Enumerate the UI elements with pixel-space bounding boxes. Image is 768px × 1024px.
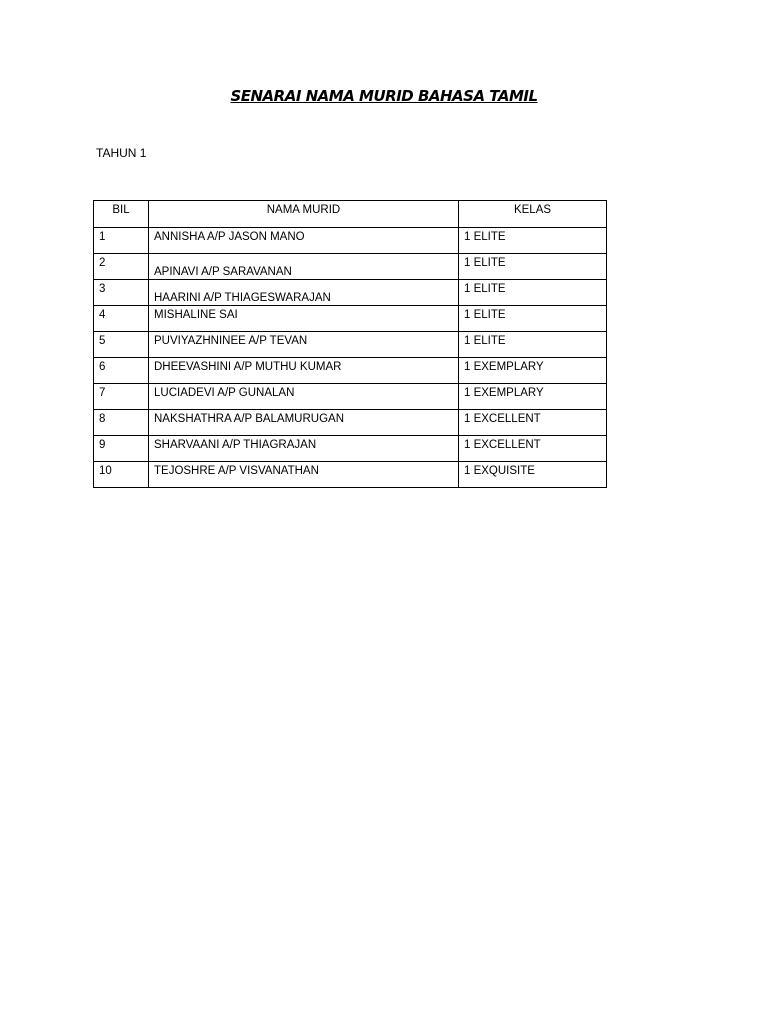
table-row [94, 462, 607, 488]
row-name: APINAVI A/P SARAVANAN [149, 254, 459, 280]
row-name: NAKSHATHRA A/P BALAMURUGAN [149, 410, 459, 436]
row-bil: 9 [94, 436, 149, 462]
table-row [94, 410, 607, 436]
header-bil: BIL [94, 201, 149, 228]
table-header-row [94, 201, 607, 228]
student-table [93, 200, 607, 488]
row-bil: 10 [94, 462, 149, 488]
row-name: MISHALINE SAI [149, 306, 459, 332]
row-kelas: 1 ELITE [459, 254, 607, 280]
page-title: SENARAI NAMA MURID BAHASA TAMIL [230, 87, 538, 105]
row-name: DHEEVASHINI A/P MUTHU KUMAR [149, 358, 459, 384]
table-row [94, 358, 607, 384]
row-name: SHARVAANI A/P THIAGRAJAN [149, 436, 459, 462]
row-kelas: 1 EXQUISITE [459, 462, 607, 488]
row-name: LUCIADEVI A/P GUNALAN [149, 384, 459, 410]
table-row [94, 384, 607, 410]
table-row [94, 254, 607, 280]
row-name: TEJOSHRE A/P VISVANATHAN [149, 462, 459, 488]
table-row [94, 332, 607, 358]
row-bil: 3 [94, 280, 149, 306]
header-name: NAMA MURID [149, 201, 459, 228]
row-name: PUVIYAZHNINEE A/P TEVAN [149, 332, 459, 358]
row-bil: 5 [94, 332, 149, 358]
row-kelas: 1 EXEMPLARY [459, 384, 607, 410]
row-kelas: 1 ELITE [459, 280, 607, 306]
table-row [94, 436, 607, 462]
row-name: ANNISHA A/P JASON MANO [149, 228, 459, 254]
header-kelas: KELAS [459, 201, 607, 228]
row-kelas: 1 ELITE [459, 228, 607, 254]
row-kelas: 1 EXCELLENT [459, 410, 607, 436]
row-kelas: 1 ELITE [459, 332, 607, 358]
table-row [94, 280, 607, 306]
table-row [94, 306, 607, 332]
row-bil: 8 [94, 410, 149, 436]
row-bil: 4 [94, 306, 149, 332]
row-kelas: 1 EXEMPLARY [459, 358, 607, 384]
row-bil: 1 [94, 228, 149, 254]
table-row [94, 228, 607, 254]
row-bil: 7 [94, 384, 149, 410]
row-bil: 6 [94, 358, 149, 384]
row-bil: 2 [94, 254, 149, 280]
row-kelas: 1 EXCELLENT [459, 436, 607, 462]
row-name: HAARINI A/P THIAGESWARAJAN [149, 280, 459, 306]
year-label: TAHUN 1 [96, 146, 147, 160]
row-kelas: 1 ELITE [459, 306, 607, 332]
